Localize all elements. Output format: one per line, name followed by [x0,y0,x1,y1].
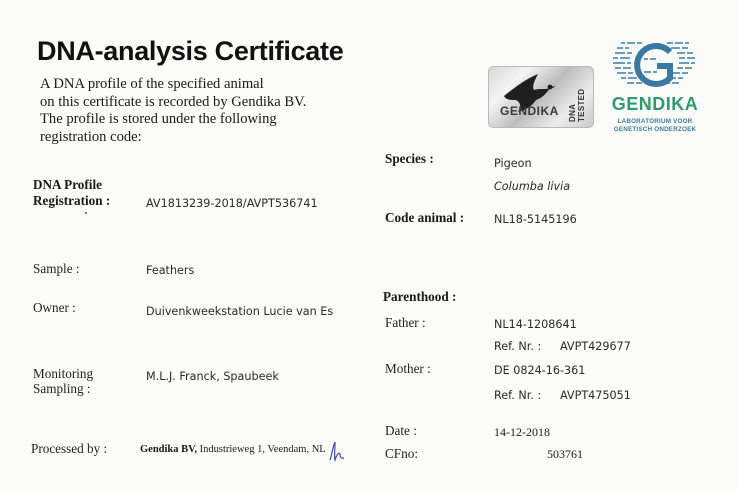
cfno-label: CFno: [385,446,418,461]
dna-tested-sticker [488,66,594,128]
gendika-logo [607,38,703,138]
mother-label: Mother : [385,361,431,376]
processed-label: Processed by : [31,441,108,456]
monitoring-value: M.L.J. Franck, Spaubeek [146,370,279,383]
date-label: Date : [385,423,417,438]
owner-label: Owner : [33,300,76,315]
mark-dot [85,212,87,214]
sticker-brand: GENDIKA [500,104,559,118]
intro-line: A DNA profile of the specified animal [40,76,264,92]
species-label: Species : [385,151,434,166]
logo-subtitle-line: GENETISCH ONDERZOEK [613,125,697,133]
code-animal-value: NL18-5145196 [494,213,577,226]
sample-label: Sample : [33,261,80,276]
father-ref-label: Ref. Nr. : [494,340,542,353]
cfno-value: 503761 [547,447,583,461]
sticker-side-text: DNA TESTED [568,88,586,122]
processed-address: Industrieweg 1, Veendam, NL [197,444,326,455]
dna-profile-value: AV1813239-2018/AVPT536741 [146,197,318,210]
mother-ref-value: AVPT475051 [560,389,631,402]
monitoring-label-line: Sampling : [33,381,91,396]
intro-paragraph [40,76,306,146]
gendika-logo-brand: GENDIKA [611,94,699,114]
processed-value [140,444,326,455]
parenthood-label: Parenthood : [383,289,457,304]
father-label: Father : [385,315,426,330]
gendika-logo-icon [607,38,703,94]
dna-profile-label [33,177,110,209]
code-animal-label: Code animal : [385,210,465,225]
mother-ref-label: Ref. Nr. : [494,389,542,402]
species-latin-value: Columba livia [494,180,571,193]
intro-line: The profile is stored under the following [40,111,277,127]
father-ref-value: AVPT429677 [560,340,631,353]
owner-value: Duivenkweekstation Lucie van Es [146,305,334,318]
mother-value: DE 0824-16-361 [494,364,586,377]
monitoring-label-line: Monitoring [33,366,94,381]
species-common-value: Pigeon [494,157,532,170]
father-value: NL14-1208641 [494,318,577,331]
signature-mark [327,440,347,464]
monitoring-label [33,366,93,396]
logo-subtitle-line: LABORATORIUM VOOR [617,118,693,125]
sample-value: Feathers [146,264,195,277]
dna-profile-label-line: DNA Profile [33,177,102,192]
processed-company: Gendika BV, [140,444,197,455]
intro-line: on this certificate is recorded by Gendika BV. [40,93,307,110]
certificate-title: DNA-analysis Certificate [37,36,344,66]
gendika-logo-subtitle [607,118,703,133]
dna-profile-label-line: Registration : [33,193,111,208]
date-value: 14-12-2018 [494,425,550,439]
intro-line: registration code: [40,128,142,145]
